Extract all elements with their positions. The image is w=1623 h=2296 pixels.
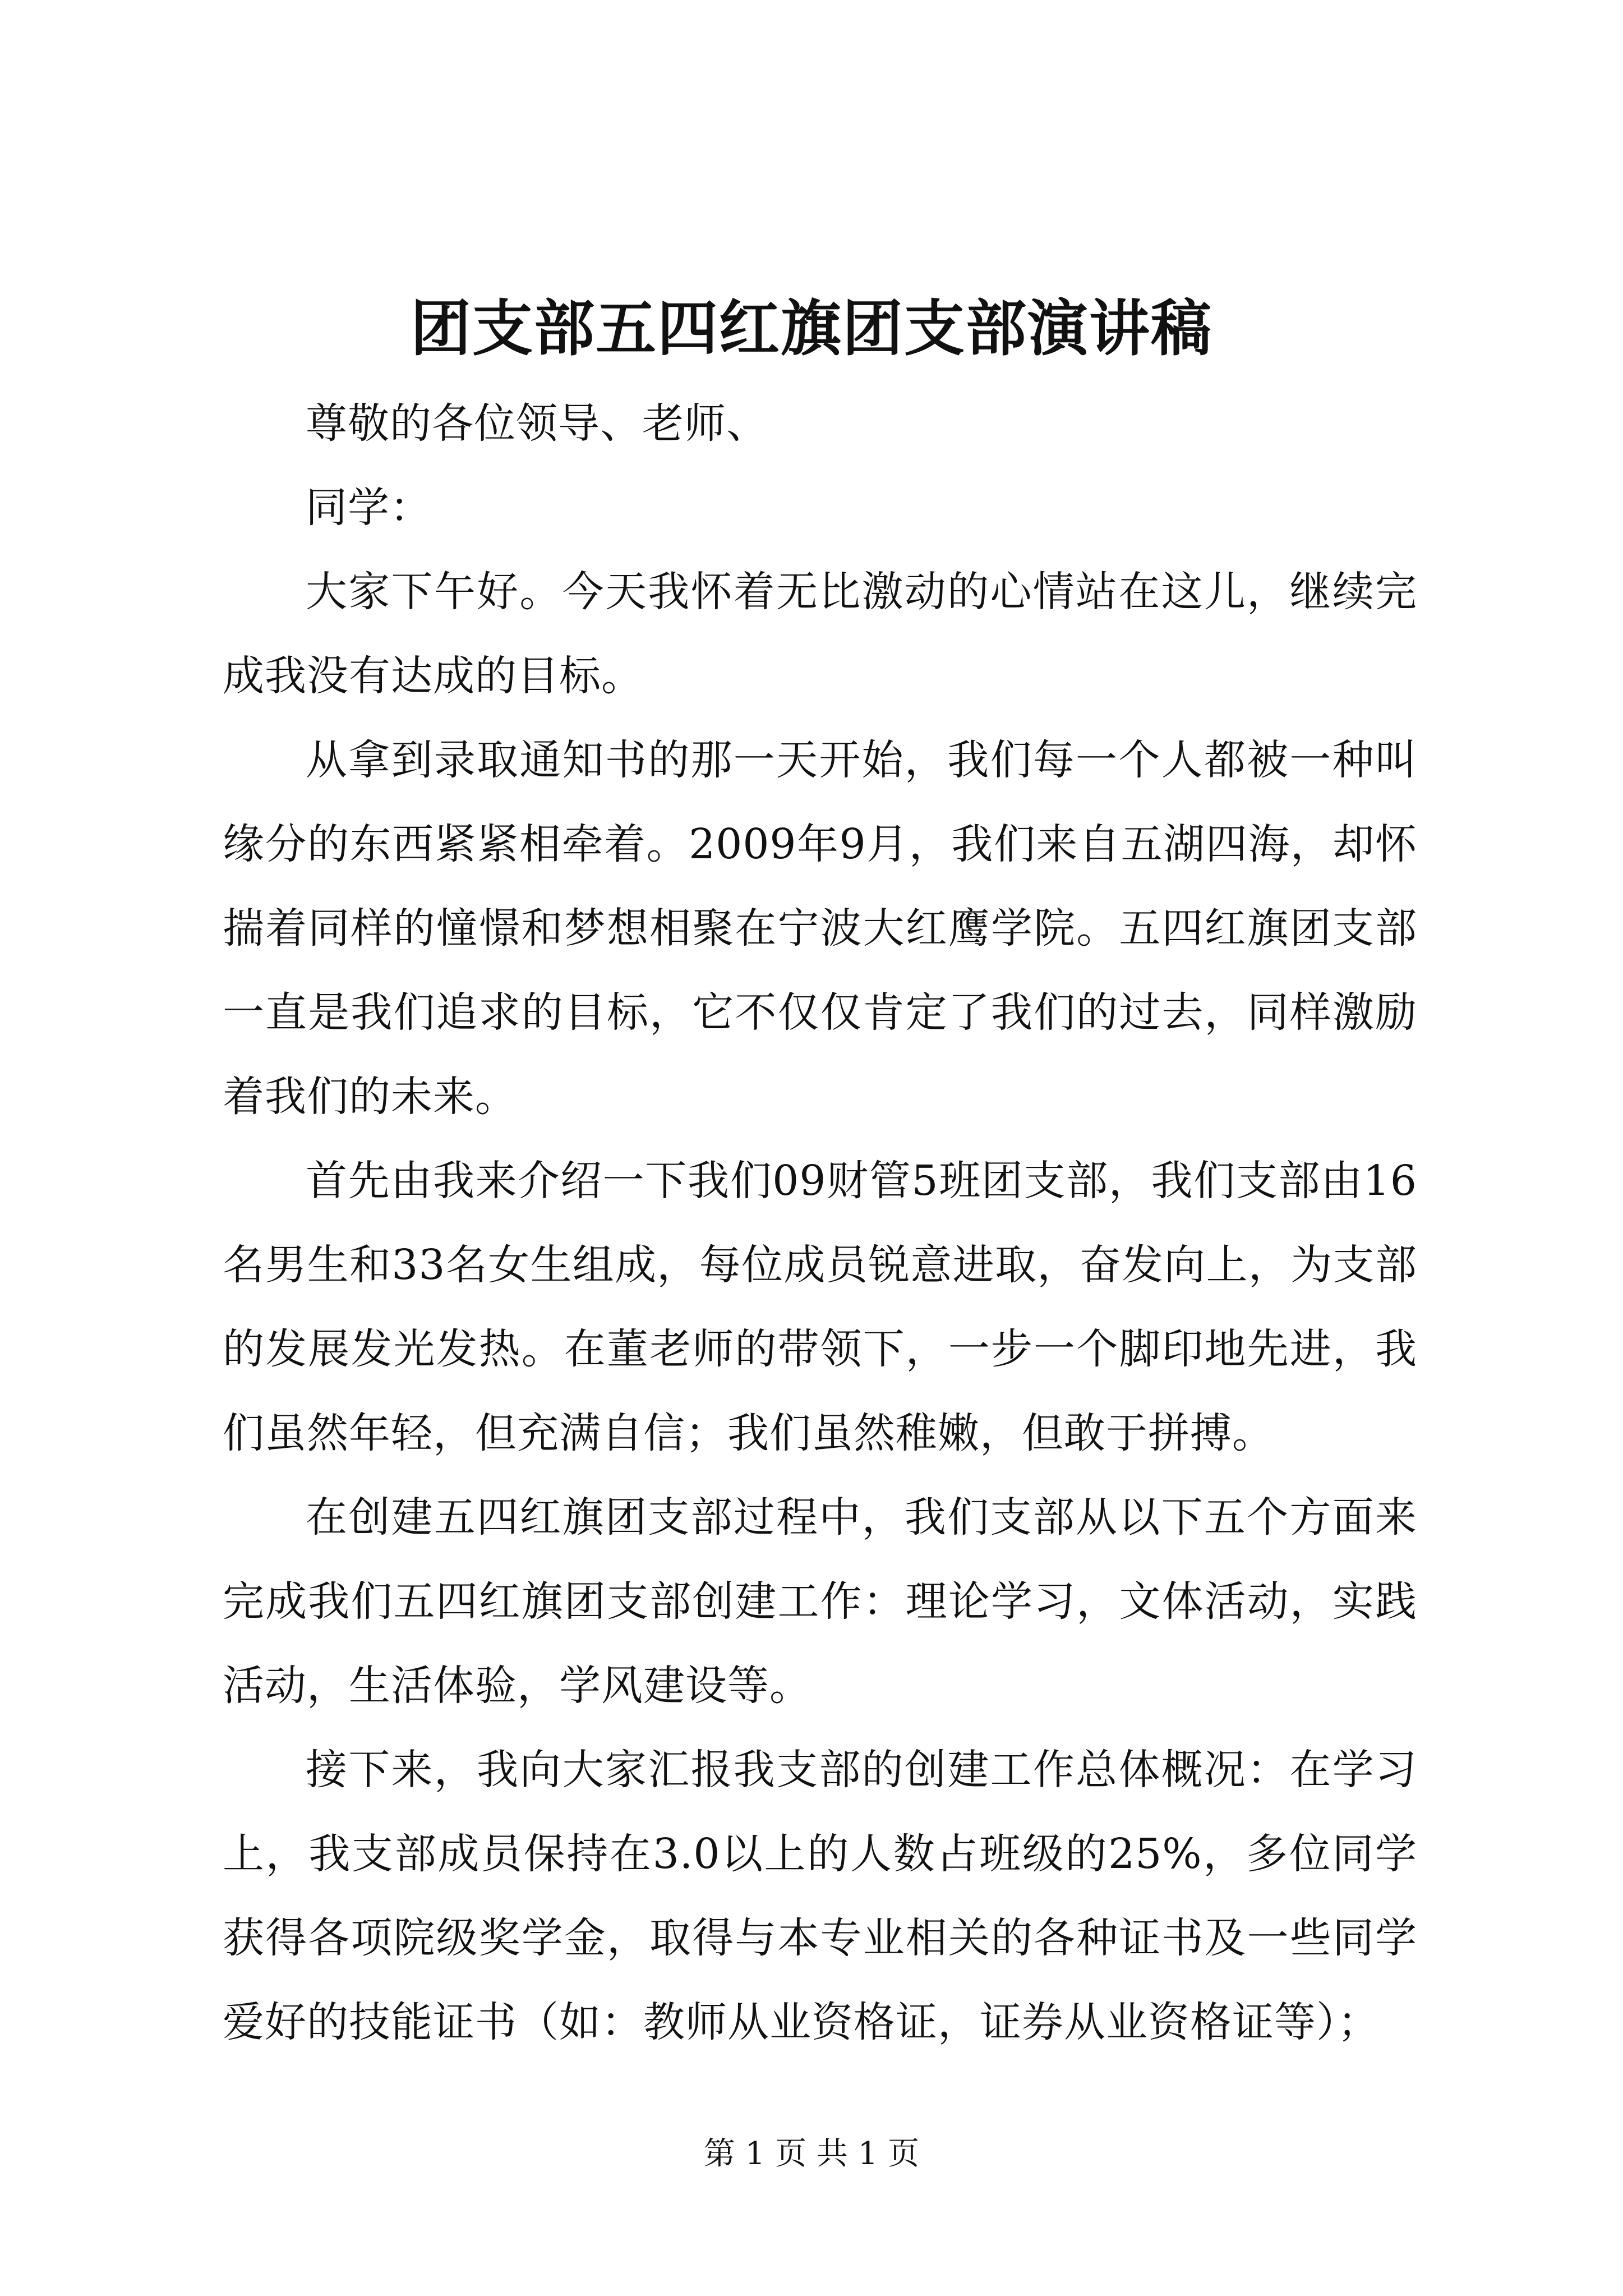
paragraph-salutation-cont: 同学：	[306, 484, 432, 532]
paragraph-origin: 从拿到录取通知书的那一天开始，我们每一个人都被一种叫缘分的东西紧紧相牵着。2009年9月，我们来自五湖四海，却怀揣着同样的憧憬和梦想相聚在宁波大红鹰学院。五四红旗团支部一直是我们追求的目标，它不仅仅肯定了我们的过去，同样激励着我们的未来。	[223, 736, 1417, 1121]
paragraph-greeting: 大家下午好。今天我怀着无比激动的心情站在这儿，继续完成我没有达成的目标。	[223, 568, 1417, 700]
page-footer: 第 1 页 共 1 页	[703, 2136, 920, 2172]
document-title: 团支部五四红旗团支部演讲稿	[410, 293, 1212, 364]
paragraph-report: 接下来，我向大家汇报我支部的创建工作总体概况：在学习上，我支部成员保持在3.0以上的人数占班级的25%，多位同学获得各项院级奖学金，取得与本专业相关的各种证书及一些同学爱好的技能证书（如：教师从业资格证，证券从业资格证等）；	[223, 1746, 1417, 2046]
paragraph-work-areas: 在创建五四红旗团支部过程中，我们支部从以下五个方面来完成我们五四红旗团支部创建工作：理论学习，文体活动，实践活动，生活体验，学风建设等。	[223, 1493, 1417, 1710]
paragraph-introduction: 首先由我来介绍一下我们09财管5班团支部，我们支部由16名男生和33名女生组成，每位成员锐意进取，奋发向上，为支部的发展发光发热。在董老师的带领下，一步一个脚印地先进，我们虽然年轻，但充满自信；我们虽然稚嫩，但敢于拼搏。	[223, 1157, 1417, 1457]
document-body	[223, 381, 1417, 2064]
paragraph-salutation: 尊敬的各位领导、老师、	[306, 399, 768, 448]
